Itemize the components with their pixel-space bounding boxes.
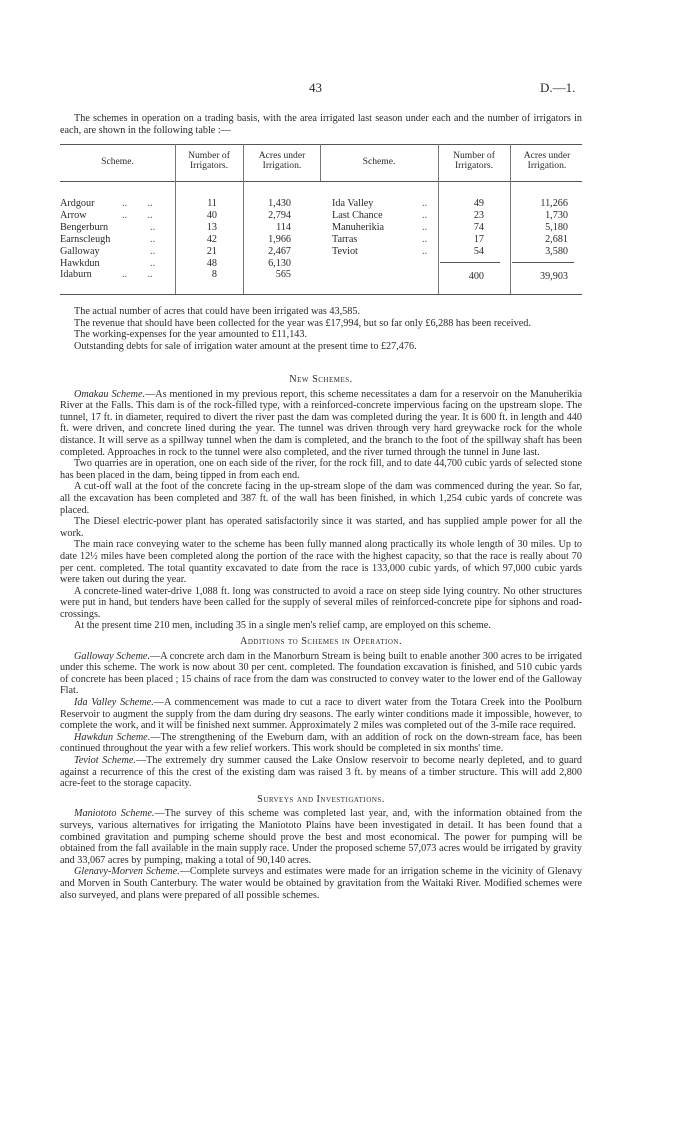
header-acres-left: Acres under Irrigation. — [258, 150, 306, 171]
acres-column-right: 11,266 1,730 5,180 2,681 3,580 — [540, 198, 568, 257]
ida-valley-paragraph: Ida Valley Scheme.—A commencement was made to cut a race to divert water from the Totara Creek into the Poolburn Reservoir to augment the supply from the dam during dry seasons. The early winter conditions made it impossible, however, to complete the work, and it will be finished next summer. Approximately 2 miles was completed out of the 3-mile race required. — [60, 697, 582, 732]
header-scheme-left: Scheme. — [101, 156, 134, 167]
header-scheme-right: Scheme. — [362, 156, 396, 167]
header-irrigators-left: Number of Irrigators. — [188, 150, 230, 171]
total-acres: 39,903 — [539, 271, 568, 282]
irrigators-column-right: 49 23 74 17 54 — [473, 198, 484, 257]
irrigators-column-left: 11 40 13 42 21 48 8 — [206, 198, 217, 281]
leader-dots: .. .. .. .. .. — [422, 198, 428, 257]
additions-heading: Additions to Schemes in Operation. — [240, 636, 402, 648]
glenavy-morven-paragraph: Glenavy-Morven Scheme.—Complete surveys and estimates were made for an irrigation scheme in the vicinity of Glenavy and Morven in South Canterbury. The water would be obtained by gravitation from the Waitaki River. Modified schemes were also surveyed, and plans were prepared of all possible schemes. — [60, 866, 583, 901]
acres-column-left: 1,430 2,794 114 1,966 2,467 6,130 565 — [268, 198, 291, 281]
galloway-paragraph: Galloway Scheme.—A concrete arch dam in the Manorburn Stream is being built to enable another 300 acres to be irrigated under this scheme. The work is now about 30 per cent. completed. The foundation excavation is finished, and 510 cubic yards of concrete has been placed ; 15 chains of race from the dam was constructed to convey water to the lower end of the Galloway Flat. — [60, 650, 582, 697]
summary-section: The actual number of acres that could have been irrigated was 43,585. The revenue that should have been collected for the year was £17,994, but so far only £6,288 has been received. The working-expenses for the year amounted to £11,143. Outstanding debts for sale of irrigation water amount at the present time to £27,476. — [74, 306, 531, 352]
table-top-rule — [60, 144, 582, 145]
teviot-paragraph: Teviot Scheme.—The extremely dry summer caused the Lake Onslow reservoir to become nearly depleted, and to guard against a recurrence of this the crest of the existing dam was raised 3 ft. by means of a timber structure. This will add 2,800 acre-feet to the storage capacity. — [60, 755, 582, 790]
header-irrigators-right: Number of Irrigators. — [453, 150, 495, 171]
table-row: Ida Valley Last Chance Manuherikia Tarras Teviot — [332, 198, 385, 257]
new-schemes-heading: New Schemes. — [289, 374, 353, 385]
hawkdun-paragraph: Hawkdun Scheme.—The strengthening of the Eweburn dam, with an addition of rock on the down-stream face, has been continued throughout the year with a few relief workers. This work should be completed in six months' time. — [60, 731, 582, 755]
table-header-rule — [60, 181, 582, 182]
leader-dots: .. .. .. .. .. .. .. .. .. .. — [122, 198, 156, 281]
total-irrigators: 400 — [468, 271, 484, 282]
header-acres-right: Acres under Irrigation. — [523, 150, 571, 171]
intro-paragraph: The schemes in operation on a trading basis, with the area irrigated last season under each and the number of irrigators in each, are shown in the following table :— — [60, 113, 582, 136]
maniototo-paragraph: Maniototo Scheme.—The survey of this scheme was completed last year, and, with the information obtained from the surveys, various alternatives for irrigating the Maniototo Plains have been investigated in detail. It has been found that a combined gravitation and pumping scheme should prove the best and most economical. The power for pumping will be obtained from the fall available in the main supply race. Under the proposed scheme 57,073 acres would be irrigated by gravity and 33,067 acres by pumping, making a total of 90,140 acres. — [60, 808, 582, 866]
table-bottom-rule — [60, 294, 582, 295]
omakau-paragraph: Omakau Scheme.—As mentioned in my previous report, this scheme necessitates a dam for a reservoir on the Manuherikia River at the Falls. This dam is of the rock-filled type, with a reinforced-concrete impervious facing on the upstream slope. The tunnel, 17 ft. in diameter, required to divert the river past the dam was completed during the year. It is 600 ft. in length and 440 ft. were driven, and concrete lined during the year. The tunnel was driven through very hard greywacke rock for the whole distance. It will serve as a spillway tunnel when the dam is completed, and the branch to the foot of the spillway shaft has been completed. Approaches in rock to the tunnel were also completed, and the river turned through the tunnel in June last. — [60, 388, 582, 458]
page-number: 43 — [309, 80, 322, 95]
body-sections: New Schemes. Omakau Scheme.—As mentioned in my previous report, this scheme necessitates a dam for a reservoir on the Manuherikia River at the Falls. This dam is of the rock-filled type, with a reinforced-concrete impervious facing on the upstream slope. The tunnel, 17 ft. in diameter, required to divert the river past the dam was completed during the year. It is 600 ft. in length and 440 ft. were driven, and concrete lined during the year. The tunnel was driven through very hard greywacke rock for the whole distance. It will serve as a spillway tunnel when the dam is completed, and the branch to the foot of the spillway shaft has been completed. Approaches in rock to the tunnel were also completed, and the river turned through the tunnel in June last. Two quarries are in operation, one on each side of the river, for the rock fill, and to date 44,700 cubic yards of selected stone has been placed in the dam, being tipped in from each end. A cut-off wall at the foot of the concrete facing in the up-stream slope of the dam was commenced during the year. So far, all the excavation has been completed and 387 ft. of the wall has been finished, in which 1,254 cubic yards of concrete was placed. The Diesel electric-power plant has operated satisfactorily since it was started, and has supplied ample power for all the work. The main race conveying water to the scheme has been fully manned along practically its whole length of 30 miles. Up to date 12½ miles have been completed along the portion of the race with the highest capacity, so that the race is really about 70 per cent. completed. The total quantity excavated to date from the race is 133,000 cubic yards, of which 97,000 cubic yards were taken out during the year. A concrete-lined water-drive 1,088 ft. long was constructed to avoid a race on steep side lying country. No other structures were put in hand, but tenders have been called for the supply of several miles of reinforced-concrete pipe for siphons and road-crossings. At the present time 210 men, including 35 in a single men's relief camp, are employed on this scheme. Additions to Schemes in Operation. Galloway Scheme.—A concrete arch dam in the Manorburn Stream is being built to enable another 300 acres to be irrigated under this scheme. The work is now about 30 per cent. completed. The foundation excavation is finished, and 510 cubic yards of concrete has been placed ; 15 chains of race from the dam was constructed to convey water to the lower end of the Galloway Flat. Ida Valley Scheme.—A commencement was made to cut a race to divert water from the Totara Creek into the Poolburn Reservoir to augment the supply from the dam during dry seasons. The early winter conditions made it impossible, however, to complete the work, and it will be finished next summer. Approximately 2 miles was completed out of the 3-mile race required. Hawkdun Scheme.—The strengthening of the Eweburn dam, with an addition of rock on the down-stream face, has been continued throughout the year with a few relief workers. This work should be completed in six months' time. Teviot Scheme.—The extremely dry summer caused the Lake Onslow reservoir to become nearly depleted, and to guard against a recurrence of this the crest of the existing dam was raised 3 ft. by means of a timber structure. This will add 2,800 acre-feet to the storage capacity. Surveys and Investigations. Maniototo Scheme.—The survey of this scheme was completed last year, and, with the information obtained from the surveys, various alternatives for irrigating the Maniototo Plains have been investigated in detail. It has been found that a combined gravitation and pumping scheme should prove the best and most economical. The power for pumping will be obtained from the fall available in the main supply race. Under the proposed scheme 57,073 acres would be irrigated by gravity and 33,067 acres by pumping, making a total of 90,140 acres. Glenavy-Morven Scheme.—Complete surveys and estimates were made for an irrigation scheme in the vicinity of Glenavy and Morven in South Canterbury. The water would be obtained by gravitation from the Waitaki River. Modified schemes were also surveyed, and plans were prepared of all possible schemes. — [60, 374, 583, 901]
document-code: D.—1. — [540, 80, 576, 95]
irrigation-table — [60, 144, 582, 294]
table-row: Ardgour Arrow Bengerburn Earnscleugh Galloway Hawkdun Idaburn — [60, 198, 111, 281]
surveys-heading: Surveys and Investigations. — [257, 793, 385, 805]
